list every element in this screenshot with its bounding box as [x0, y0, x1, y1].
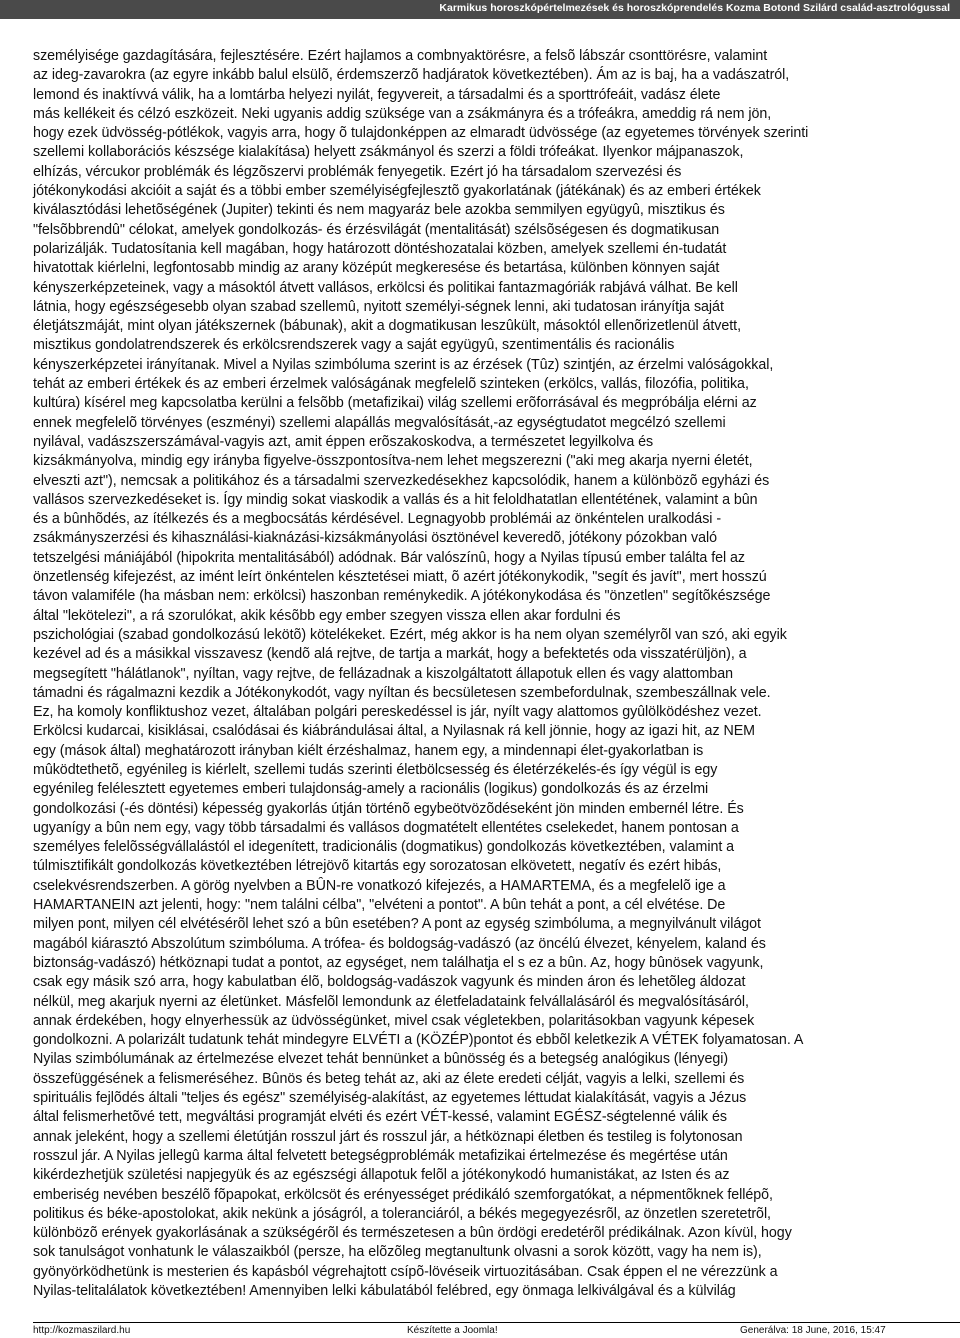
article-line: emberiség nevében beszélõ fõpapokat, erkölcsöt és erényességet prédikáló szemforgatókat, a népmentõknek fellépõ,	[33, 1186, 773, 1203]
article-line: jótékonykodási akcióit a saját és a többi ember személyiségfejlesztõ gyakorlatának (játékának) és az emberi értékek	[33, 183, 761, 200]
article-line: szellemi kollaborációs készsége kialakítása) helyett zsákmányol és szerzi a földi trófeákat. Ilyenkor májpanaszok,	[33, 144, 744, 161]
article-line: életjátszmáját, mint olyan játékszernek (bábunak), akit a dogmatikusan leszûkült, másoktól ellenõrizetlenül átvett,	[33, 318, 742, 335]
article-line: önzetlenség kifejezést, az imént leírt önkéntelen késztetései miatt, õ azért jótékonykodik, "segít és javít", mert hosszú	[33, 569, 767, 586]
article-line: mûködtethetõ, egyénileg is kiérlelt, szellemi tudás szerinti életbölcsesség és életérzékelés-és így végül is egy	[33, 761, 718, 778]
article-line: gyönyörködhetünk is mesterien és kapásból végrehajtott csípõ-lövéseik virtuozitásában. Csak éppen el ne vérezzünk a	[33, 1263, 778, 1280]
article-line: milyen pont, milyen cél elvétésérõl lehet szó a bûn esetében? A pont az egység szimbóluma, a megnyilvánult világot	[33, 916, 761, 933]
article-line: cselekvésrendszerben. A görög nyelvben a BÛN-re vonatkozó kifejezés, a HAMARTEMA, és a megfelelõ ige a	[33, 877, 726, 894]
article-line: személyes felelõsségvállalástól el idegenített, tradicionális (dogmatikus) gondolkozás következtében, valamint a	[33, 839, 735, 856]
site-title: Karmikus horoszkópértelmezések és horoszkóprendelés Kozma Botond Szilárd család-asztrológussal	[439, 2, 950, 14]
article-line: spirituális fejlõdés általi "teljes és egész" személyiség-alakítást, az egyetemes léttudat kialakítását, vagyis a Jézus	[33, 1090, 747, 1107]
article-line: ugyanígy a bûn nem egy, vagy több társadalmi és vallásos dogmatételt ellentétes cselekedet, hanem pontosan a	[33, 819, 739, 836]
article-line: egyénileg felélesztett egyetemes emberi tulajdonság-amely a racionális (logikus) gondolkozás és az érzelmi	[33, 781, 709, 798]
article-line: misztikus gondolatrendszerek és erkölcsrendszerek vagy a saját együgyû, szentimentális és racionális	[33, 337, 675, 354]
article-line: Nyilas-telitalálatok következtében! Amennyiben lelki kábulatából felébred, egy önmaga lelkiválgával és a külvilág	[33, 1283, 736, 1299]
article-line: zsákmányszerzési és kihasználási-kiaknázási-kizsákmányolási ösztönével keveredõ, jótékony pózokban való	[33, 530, 718, 547]
article-line: csak egy másik szó arra, hogy kabulatban élõ, boldogság-vadászok vagyunk és minden áron és lehetõleg áldozat	[33, 974, 746, 991]
article-line: pszichológiai (szabad gondolkozású lekötõ) kötelékeket. Ezért, még akkor is ha nem olyan személyrõl van szó, aki egyik	[33, 626, 787, 643]
article-line: más kellékeit és célzó eszközeit. Neki ugyanis addig szüksége van a zsákmányra és a trófeákra, ameddig rá nem jön,	[33, 105, 772, 122]
article-line: különbözõ erények gyakorlásának a szükségérõl és természetesen a bûn ördögi eredetérõl prédikálnak. Azon kívül, hogy	[33, 1225, 792, 1242]
article-line: kiválasztódási lehetõségének (Jupiter) tekinti és nem magyaráz bele azokba semmilyen együgyû, misztikus és	[33, 202, 725, 219]
article-body	[33, 47, 960, 1301]
article-line: tehát az emberi értékek és az emberi érzelmek valóságának megfelelõ szinteken (erkölcs, vallás, filozófia, politika,	[33, 376, 749, 393]
article-line: nélkül, meg akarjuk nyerni az életünket. Másfelõl lemondunk az életfeladataink felvállalásáról és megvalósításáról,	[33, 993, 749, 1010]
article-line: Ez, ha komoly konfliktushoz vezet, általában polgári pereskedéssel is jár, nyílt vagy alattomos gyûlölködéshez vezet.	[33, 704, 762, 721]
article-line: megsegített "hálátlanok", nyíltan, vagy rejtve, de fellázadnak a kiszolgáltatott állapotuk ellen és vagy alattomban	[33, 665, 733, 682]
footer-credit: Készítette a Joomla!	[407, 1325, 498, 1336]
article-line: hivatottak kiérlelni, legfontosabb mindig az arany középút megkeresése és betartása, különben könnyen saját	[33, 260, 720, 277]
article-line: kikérdezhetjük születési napjegyük és az egészségi állapotuk felõl a jótékonykodó humanistákat, az Isten és az	[33, 1167, 730, 1184]
article-line: tetszelgési mániájából (hipokrita mentalitásából) adódnak. Bár valószínû, hogy a Nyilas típusú ember találta fel az	[33, 549, 745, 566]
article-line: kezével ad és a másikkal visszavesz (kendõ alá rejtve, de tartja a markát, hogy a befektetés oda visszatérüljön), a	[33, 646, 747, 663]
article-line: kultúra) kísérel meg kapcsolatba kerülni a felsõbb (metafizikai) világ szellemi erõforrásával és megpróbálja elérni az	[33, 395, 757, 412]
article-line: kényszerképzeteinek, vagy a másoktól átvett vallásos, erkölcsi és politikai fantazmagóriák rabjává válhat. Be kell	[33, 279, 738, 296]
article-line: gondolkozási (-és döntési) képesség gyakorlás útján történõ egybeötvözõdéseként jön minden embernél létre. És	[33, 800, 744, 817]
article-line: az ideg-zavarokra (az egyre inkább balul elsülõ, érdemszerzõ hadjáratok következtében). Ám az is baj, ha a vadászatról,	[33, 67, 790, 84]
article-line: összefüggésének a felismeréséhez. Bûnös és beteg tehát az, aki az élete eredeti célját, vagyis a lelki, szellemi és	[33, 1070, 745, 1087]
article-line: elveszti azt"), nemcsak a politikához és a társadalmi szervezkedésekhez kapcsolódik, hanem a különbözõ egyházi és	[33, 472, 770, 489]
article-line: Nyilas szimbólumának az értelmezése elvezet tehát bennünket a bûnösség és a betegség analógikus (lényegi)	[33, 1051, 729, 1068]
article-line: biztonság-vadászó) hétköznapi tudat a pontot, az egységet, nem találhatja el s ez a bûn. Az, hogy bûnösek vagyunk,	[33, 954, 764, 971]
article-line: polarizálják. Tudatosítania kell magában, hogy határozott döntéshozatalai közben, amelyek szellemi én-tudatát	[33, 240, 727, 257]
article-line: kizsákmányolva, mindig egy irányba figyelve-összpontosítva-nem lehet megszerezni ("aki meg akarja nyerni életét,	[33, 453, 753, 470]
article-line: személyisége gazdagítására, fejlesztésére. Ezért hajlamos a combnyaktörésre, a felsõ lábszár csonttörésre, valamint	[33, 48, 768, 64]
article-line: távon valamiféle (ha másban nem: erkölcsi) haszonban reménykedik. A jótékonykodása és "önzetlen" segítõkészsége	[33, 588, 771, 605]
article-line: magából kiárasztó Abszolútum szimbóluma. A trófea- és boldogság-vadászó (az öncélú élvezet, kényelem, kaland és	[33, 935, 766, 952]
site-header-bar	[0, 0, 960, 19]
article-line: kényszerképzetei irányítanak. Mivel a Nyilas szimbóluma szerint is az érzések (Tûz) szintjén, az érzelmi valóságokkal,	[33, 356, 774, 373]
article-line: vallásos szervezkedéseket is. Így mindig sokat viaskodik a vallás és a hit feloldhatatlan ellentétének, valamint a bûn	[33, 491, 758, 508]
article-line: által "lekötelezi", a rá szorulókat, akik késõbb egy ember szegyen vissza ellen akar fordulni és	[33, 607, 621, 624]
footer-site-url: http://kozmaszilard.hu	[33, 1325, 131, 1336]
article-line: politikus és béke-apostolokat, akik nekünk a jóságról, a toleranciáról, a békés megegyezésrõl, az önzetlen szeretetrõl,	[33, 1205, 771, 1222]
article-line: gondolkozni. A polarizált tudatunk tehát mindegyre ELVÉTI a (KÖZÉP)pontot és ebbõl keletkezik A VÉTEK folyamatosan. A	[33, 1032, 804, 1049]
article-line: "felsõbbrendû" célokat, amelyek gondolkozás- és érzésvilágát (mentalitását) szélsõségesen és dogmatikusan	[33, 221, 720, 238]
article-line: hogy ezek üdvösség-pótlékok, vagyis arra, hogy õ tulajdonképpen az elmaradt üdvössége (az egyetemes törvények szerinti	[33, 125, 809, 142]
article-line: ennek megfelelõ törvényes (eszményi) szellemi alapállás megvalósítását,-az egységtudatot megcélzó szellemi	[33, 414, 726, 431]
article-line: lemond és inaktívvá válik, ha a lomtárba helyezi nyilát, fegyvereit, a társadalmi és a sporttrófeáit, vadász élete	[33, 86, 721, 103]
footer-generated-date: Generálva: 18 June, 2016, 15:47	[740, 1325, 886, 1336]
article-line: támadni és rágalmazni kezdik a Jótékonykodót, vagy nyíltan és becsületesen szembefordulnak, szembeszállnak vele.	[33, 684, 771, 701]
article-line: sok tanulságot vonhatunk le válaszaikból (persze, ha elõzõleg megtanultunk olvasni a sorok között, vagy ha nem is),	[33, 1244, 762, 1261]
article-line: egy (mások által) meghatározott irányban kiélt érzéshalmaz, hanem egy, a mindennapi élet-gyakorlatban is	[33, 742, 704, 759]
article-line: HAMARTANEIN azt jelenti, hogy: "nem találni célba", "elvéteni a pontot". A bûn tehát a pont, a cél elvétése. De	[33, 897, 726, 914]
article-line: látnia, hogy egészségesebb olyan szabad szellemû, nyitott személyi-ségnek lenni, aki tudatosan irányítja saját	[33, 298, 724, 315]
article-line: annak érdekében, hogy elnyerhessük az üdvösségünket, mivel csak végletekben, polaritásokban vagyunk képesek	[33, 1012, 755, 1029]
article-line: által felismerhetõvé tett, megváltási programját elvéti és ezért VÉT-kessé, valamint EGÉSZ-ségtelenné válik és	[33, 1109, 727, 1126]
article-line: rosszul jár. A Nyilas jellegû karma által felvetett betegségproblémák metafizikai értelmezése és megértése után	[33, 1147, 728, 1164]
article-line: annak jeleként, hogy a szellemi életútján rosszul járt és rosszul jár, a hétköznapi életben és testileg is folytonosan	[33, 1128, 743, 1145]
article-line: túlmisztifikált gondolkozás következtében létrejövõ kitartás egy sorozatosan elkövetett, negatív és ezért hibás,	[33, 858, 722, 875]
article-line: Erkölcsi kudarcai, kisiklásai, csalódásai és kiábrándulásai által, a Nyilasnak rá kell jönnie, hogy az igazi hit, az NEM	[33, 723, 756, 740]
article-line: elhízás, vércukor problémák és légzõszervi problémák fenyegetik. Ezért jó ha társadalom szervezési és	[33, 163, 682, 180]
footer-divider	[33, 1322, 960, 1323]
article-line: nyilával, vadászszerszámával-vagyis azt, amit éppen erõszakoskodva, a természetet legyilkolva és	[33, 433, 654, 450]
article-line: és a bûnhõdés, az ítélkezés és a megbocsátás kérdésével. Legnagyobb problémái az önkéntelen uralkodási -	[33, 511, 722, 528]
